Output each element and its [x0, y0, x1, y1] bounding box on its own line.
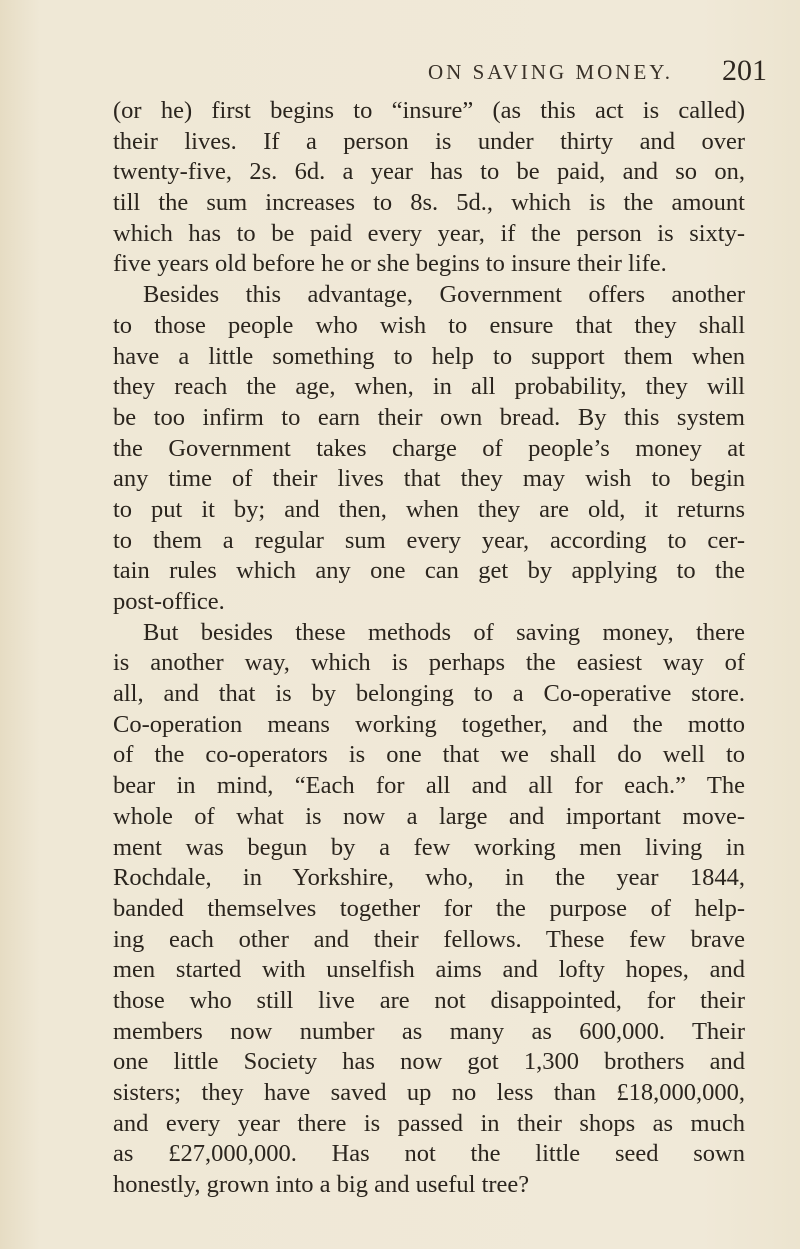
text-line: any time of their lives that they may wish to begin — [113, 465, 745, 493]
text-line: have a little something to help to support them when — [113, 342, 745, 370]
text-line: those who still live are not disappointed, for their — [113, 986, 745, 1014]
text-line: to them a regular sum every year, according to cer- — [113, 526, 745, 554]
text-line: ing each other and their fellows. These few brave — [113, 925, 745, 953]
running-head-title: ON SAVING MONEY. — [428, 60, 673, 84]
text-line: is another way, which is perhaps the easiest way of — [113, 649, 745, 677]
text-line: which has to be paid every year, if the person is sixty- — [113, 219, 745, 247]
text-line: all, and that is by belonging to a Co-operative store. — [113, 680, 745, 708]
text-line: post-office. — [113, 588, 225, 615]
text-line: their lives. If a person is under thirty and over — [113, 127, 745, 155]
text-line: sisters; they have saved up no less than £18,000,000, — [113, 1079, 745, 1106]
text-line: they reach the age, when, in all probability, they will — [113, 373, 745, 401]
text-line: five years old before he or she begins to insure their life. — [113, 250, 667, 278]
text-line: Rochdale, in Yorkshire, who, in the year 1844, — [113, 864, 745, 892]
text-line: men started with unselfish aims and lofty hopes, and — [113, 956, 745, 984]
text-line: one little Society has now got 1,300 brothers and — [113, 1048, 745, 1076]
text-line: Besides this advantage, Government offers another — [143, 281, 745, 309]
text-line: and every year there is passed in their shops as much — [113, 1109, 745, 1137]
text-line: to those people who wish to ensure that they shall — [113, 311, 745, 339]
text-line: whole of what is now a large and important move- — [113, 802, 745, 830]
text-line: But besides these methods of saving money, there — [143, 618, 745, 646]
text-line: twenty-five, 2s. 6d. a year has to be paid, and so on, — [113, 158, 745, 186]
page-number: 201 — [722, 54, 767, 87]
text-line: ment was begun by a few working men living in — [113, 833, 745, 861]
text-line: (or he) first begins to “insure” (as this act is called) — [113, 97, 745, 124]
text-line: bear in mind, “Each for all and all for each.” The — [113, 772, 745, 800]
text-line: of the co-operators is one that we shall do well to — [113, 741, 745, 769]
text-line: Co-operation means working together, and the motto — [113, 710, 745, 738]
text-line: till the sum increases to 8s. 5d., which is the amount — [113, 189, 745, 217]
running-head — [0, 52, 800, 92]
text-line: honestly, grown into a big and useful tree? — [113, 1171, 530, 1199]
text-line: banded themselves together for the purpose of help- — [113, 894, 745, 922]
text-line: be too infirm to earn their own bread. By this system — [113, 403, 745, 431]
text-line: members now number as many as 600,000. Their — [113, 1017, 745, 1045]
text-line: as £27,000,000. Has not the little seed sown — [113, 1140, 745, 1168]
text-line: the Government takes charge of people’s money at — [113, 434, 745, 462]
text-line: tain rules which any one can get by applying to the — [113, 557, 745, 585]
text-line: to put it by; and then, when they are old, it returns — [113, 495, 745, 523]
body-text — [113, 96, 745, 1201]
